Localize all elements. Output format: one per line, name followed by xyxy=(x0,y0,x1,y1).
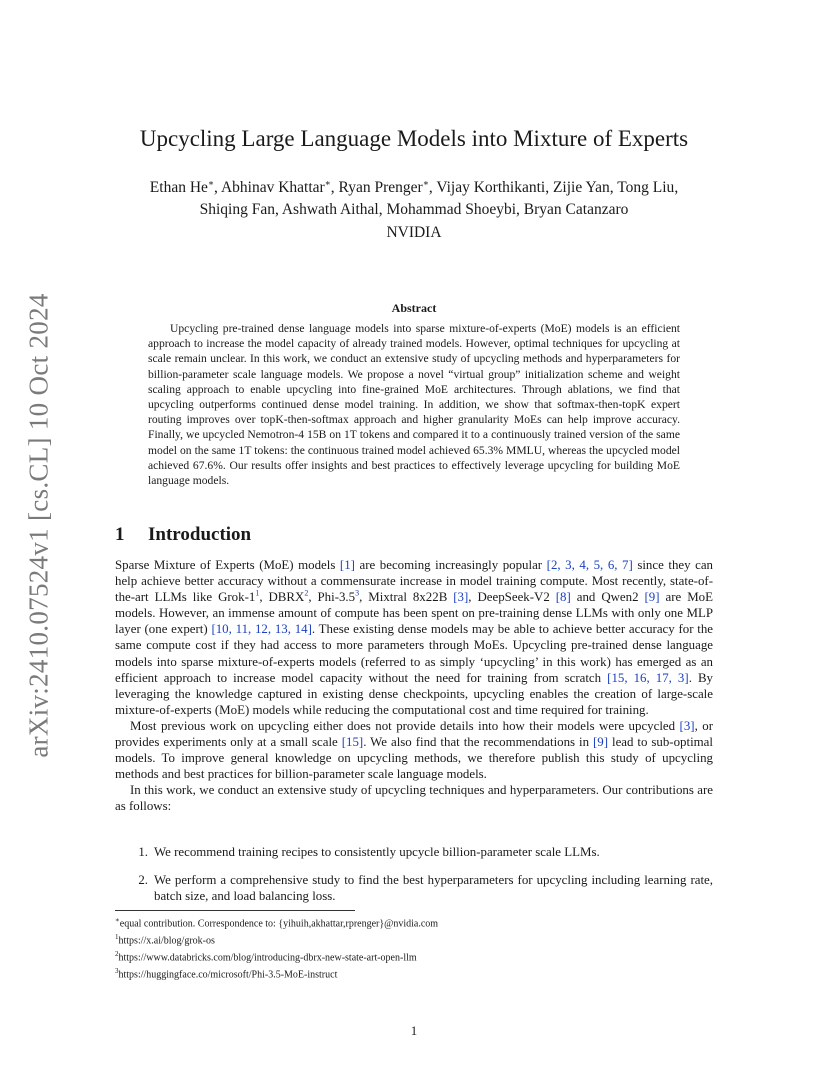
author-list xyxy=(0,172,828,221)
footnote xyxy=(115,948,715,965)
footnote-separator xyxy=(115,910,355,911)
citation-link[interactable]: [1] xyxy=(339,558,355,572)
abstract-text: Upcycling pre-trained dense language models into sparse mixture-of-experts (MoE) models is an efficient approach to increase the model capacity of already trained models. However, optimal techniques for upcycling at scale remain unclear. In this work, we conduct an extensive study of upcycling methods and hyperparameters for billion-parameter scale language models. We propose a novel “virtual group” initialization scheme and weight scaling approach to enable upcycling into fine-grained MoE architectures. Through ablations, we find that upcycling outperforms continued dense model training. In addition, we show that softmax-then-topK expert routing improves over topK-then-softmax approach and higher granularity MoEs can help improve accuracy. Finally, we upcycled Nemotron-4 15B on 1T tokens and compared it to a continuously trained version of the same model on the same 1T tokens: the continuous trained model achieved 65.3% MMLU, whereas the upcycled model achieved 67.6%. Our results offer insights and best practices to effectively leverage upcycling for building MoE language models. xyxy=(148,322,680,488)
section-number: 1 xyxy=(115,524,125,545)
equal-contribution-mark: ∗ xyxy=(207,178,215,188)
equal-contribution-mark: ∗ xyxy=(422,178,429,188)
footnote-link[interactable]: 2 xyxy=(304,588,309,598)
footnote-link[interactable]: 1 xyxy=(255,588,260,598)
author-name: Tong Liu xyxy=(617,179,675,197)
footnote xyxy=(115,914,715,931)
citation-link[interactable]: [15, 16, 17, 3] xyxy=(607,670,689,685)
citation-link[interactable]: [9] xyxy=(644,590,660,605)
intro-paragraph-1: Sparse Mixture of Experts (MoE) models [1] are becoming increasingly popular [2, 3, 4, 5, 6, 7] since they can help achieve better accuracy without a commensurate increase in model training compute. Most recently, state-of-the-art LLMs like Grok-1$^1$, DBRX$^2$, Phi-3.5$^3$, Mixtral 8x22B [3], DeepSeek-V2 [8] and Qwen2 [9] are MoE models. However, an immense amount of compute has been spent on pre-training dense LLMs with only one MLP layer (one expert) [10, 11, 12, 13, 14]. These existing dense models may be able to achieve better accuracy for the same compute cost if they had access to more parameters through MoEs. Upcycling pre-trained dense language models into sparse mixture-of-experts models (referred to as simply ‘upcycling’ in this work) has emerged as an efficient approach to increase model capacity without the need for training from scratch [15, 16, 17, 3]. By leveraging the knowledge captured in existing dense checkpoints, upcycling enables the creation of large-scale mixture-of-experts (MoE) models while reducing the computational cost and time required for training. xyxy=(115,558,714,717)
citation-link[interactable]: [10, 11, 12, 13, 14] xyxy=(211,622,312,637)
paper-title: Upcycling Large Language Models into Mixture of Experts xyxy=(139,126,689,151)
list-item-number: 2. xyxy=(138,873,148,887)
arxiv-identifier-text: arXiv:2410.07524v1 [cs.CL] 10 Oct 2024 xyxy=(23,292,54,758)
citation-link[interactable]: [9] xyxy=(593,735,609,750)
author-name: Vijay Korthikanti xyxy=(436,179,546,197)
author-name: Ethan He xyxy=(149,179,208,197)
footnote-mark: ∗ xyxy=(115,916,120,924)
citation-link[interactable]: [2, 3, 4, 5, 6, 7] xyxy=(546,558,633,572)
footnote-url[interactable]: https://www.databricks.com/blog/introducing-dbrx-new-state-art-open-llm xyxy=(118,952,417,964)
affiliation: NVIDIA xyxy=(386,224,442,241)
footnote-link[interactable]: 3 xyxy=(355,588,360,598)
footnote-mark: 2 xyxy=(115,949,119,958)
footnote-mark: 3 xyxy=(115,966,119,975)
intro-paragraph-2: Most previous work on upcycling either does not provide details into how their models were upcycled [3], or provides experiments only at a small scale [15]. We also find that the recommendations in [9] lead to sub-optimal models. To improve general knowledge on upcycling methods, we therefore publish this study of upcycling methods and best practices for billion-parameter scale language models. xyxy=(115,718,713,782)
author-line-2: Shiqing Fan, Ashwath Aithal, Mohammad Shoeybi, Bryan Catanzaro xyxy=(199,201,629,219)
abstract-heading: Abstract xyxy=(391,301,437,315)
citation-link[interactable]: [3] xyxy=(453,590,469,605)
footnote xyxy=(115,965,715,982)
author-line-1: Ethan He∗, Abhinav Khattar∗, Ryan Prenger∗, Vijay Korthikanti, Zijie Yan, Tong Liu, xyxy=(149,178,679,197)
page-number: 1 xyxy=(410,1024,418,1038)
section-title: Introduction xyxy=(148,524,252,545)
list-item xyxy=(115,872,713,904)
footnote-url[interactable]: https://huggingface.co/microsoft/Phi-3.5-MoE-instruct xyxy=(118,969,338,981)
introduction-body xyxy=(115,557,713,815)
list-item-text: We recommend training recipes to consistently upcycle billion-parameter scale LLMs. xyxy=(154,845,600,859)
author-name: Abhinav Khattar xyxy=(220,179,325,197)
footnote xyxy=(115,931,715,948)
footnote-text: equal contribution. Correspondence to: {yihuih,akhattar,rprenger}@nvidia.com xyxy=(119,918,439,930)
footnotes xyxy=(115,914,715,982)
author-name: Ryan Prenger xyxy=(338,179,423,197)
equal-contribution-mark: ∗ xyxy=(324,178,331,188)
citation-link[interactable]: [3] xyxy=(679,718,695,733)
arxiv-identifier-stamp xyxy=(24,290,54,760)
section-heading-introduction xyxy=(115,524,251,546)
author-name: Zijie Yan xyxy=(552,179,610,197)
footnote-url[interactable]: https://x.ai/blog/grok-os xyxy=(118,935,215,947)
list-item xyxy=(115,844,713,860)
list-item-text: We perform a comprehensive study to find the best hyperparameters for upcycling including learning rate, batch size, and load balancing loss. xyxy=(154,873,713,904)
footnote-mark: 1 xyxy=(115,932,119,941)
intro-paragraph-3: In this work, we conduct an extensive study of upcycling techniques and hyperparameters. Our contributions are as follows: xyxy=(115,783,713,814)
list-item-number: 1. xyxy=(138,845,148,859)
citation-link[interactable]: [15] xyxy=(341,735,364,750)
citation-link[interactable]: [8] xyxy=(555,590,571,605)
